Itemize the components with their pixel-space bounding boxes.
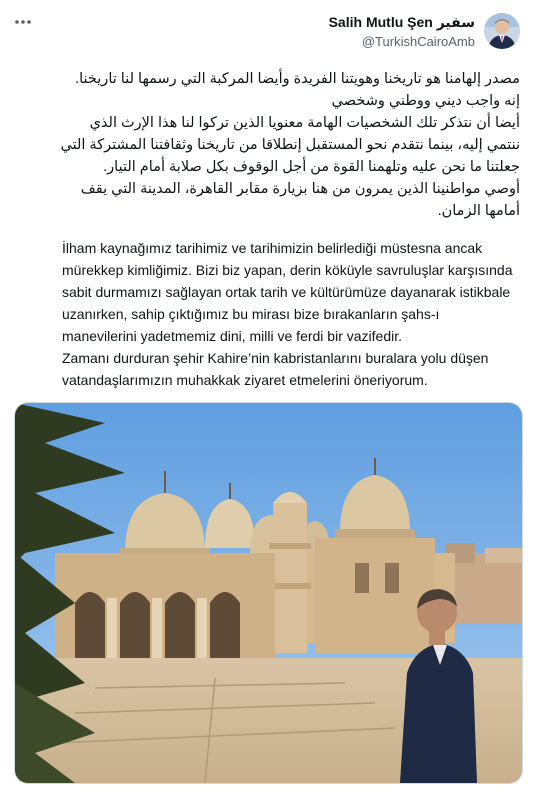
more-options-button[interactable]	[10, 12, 36, 32]
avatar-image	[484, 13, 520, 49]
turkish-paragraph: İlham kaynağımız tarihimiz ve tarihimizin belirlediği müstesna ancak mürekkep kimliğimiz. Bizi biz yapan, derin köküyle savruluşlar karşısında sabit durmamızı sağlayan ortak tarih ve kültürümüze dayanarak istikbale uzanırken, sahip çıktığımız bu mirası bize bırakanların şahs-ı manevilerini yadetmemiz dini, milli ve ferdi bir vazifedir.	[62, 240, 513, 344]
arabic-paragraph: أيضا أن نتذكر تلك الشخصيات الهامة معنويا الذين تركوا لنا هذا الإرث الذي ننتمي إليه، بينما نتقدم نحو المستقبل إنطلاقا من تاريخنا وثقافتنا المشتركة التي جعلتنا ما نحن عليه وتلهمنا القوة من أجل الوقوف بكل صلابة أمام التيار.	[60, 115, 520, 175]
arabic-paragraph: مصدر إلهامنا هو تاريخنا وهويتنا الفريدة وأيضا المركبة التي رسمها لنا تاريخنا. إنه واجب ديني ووطني وشخصي	[75, 71, 520, 109]
author-block	[329, 13, 475, 50]
turkish-paragraph: Zamanı durduran şehir Kahire’nin kabristanlarını buralara yolu düşen vatandaşlarımızın muhakkak ziyaret etmelerini öneriyorum.	[62, 350, 489, 388]
more-horizontal-icon	[14, 19, 32, 25]
arabic-paragraph: أوصي مواطنينا الذين يمرون من هنا بزيارة مقابر القاهرة، المدينة التي يقف أمامها الزمان.	[80, 181, 520, 219]
author-display-name[interactable]: Salih Mutlu Şen سفير	[328, 14, 475, 30]
tweet-photo[interactable]	[14, 402, 523, 784]
tweet-header	[0, 0, 535, 62]
author-handle[interactable]: @TurkishCairoAmb	[361, 34, 475, 49]
profile-avatar[interactable]	[484, 13, 520, 49]
tweet-text-turkish	[62, 237, 517, 391]
mausoleum-photo-illustration	[15, 403, 522, 783]
tweet-text-arabic	[60, 68, 520, 222]
